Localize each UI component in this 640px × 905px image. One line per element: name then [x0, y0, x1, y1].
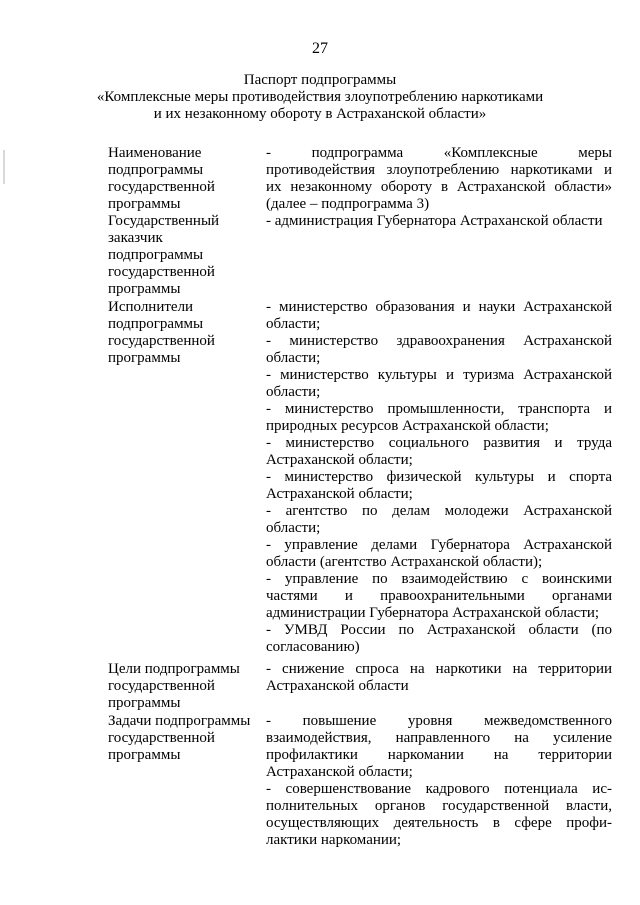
- text-line: противодействия злоупотреблению наркотиками и: [266, 162, 612, 178]
- text-line: природных ресурсов Астраханской области;: [266, 418, 549, 434]
- list-item: [266, 213, 612, 230]
- row-goals-value: [266, 661, 612, 695]
- label-line: государственной: [108, 333, 215, 349]
- title-line-3: и их незаконному обороту в Астраханской области»: [153, 106, 487, 122]
- text-line: - управление делами Губернатора Астраханской: [266, 537, 612, 553]
- row-tasks-value: [266, 713, 612, 849]
- row-customer-label: [108, 213, 258, 298]
- label-line: Наименование: [108, 145, 202, 161]
- text-line: области;: [266, 384, 321, 400]
- text-line: - УМВД России по Астраханской области (по: [266, 622, 612, 638]
- text-line: (далее – подпрограмма 3): [266, 196, 430, 212]
- row-goals-label: [108, 661, 258, 712]
- text-line: - управление по взаимодействию с воинскими: [266, 571, 612, 587]
- text-line: - агентство по делам молодежи Астраханской: [266, 503, 612, 519]
- text-line: частями и правоохранительными органами: [266, 588, 612, 604]
- list-item: [266, 299, 612, 333]
- row-tasks-label: [108, 713, 258, 764]
- title-line-1: Паспорт подпрограммы: [243, 72, 397, 88]
- title-line-2: «Комплексные меры противодействия злоупотреблению наркотиками: [96, 89, 544, 105]
- page-number: 27: [312, 40, 328, 57]
- list-item: [266, 571, 612, 622]
- text-line: согласованию): [266, 639, 360, 655]
- document-title: [0, 72, 640, 123]
- text-line: - министерство физической культуры и спорта: [266, 469, 612, 485]
- text-line: лактики наркомании;: [266, 832, 402, 848]
- label-line: Задачи подпрограммы: [108, 713, 251, 729]
- label-line: государственной: [108, 678, 215, 694]
- list-item: [266, 661, 612, 695]
- list-item: [266, 333, 612, 367]
- text-line: области;: [266, 350, 321, 366]
- label-line: государственной: [108, 730, 215, 746]
- text-line: осуществляющих деятельность в сфере профи-: [266, 815, 612, 831]
- row-executors-label: [108, 299, 258, 367]
- text-line: области;: [266, 316, 321, 332]
- label-line: Цели подпрограммы: [108, 661, 240, 677]
- list-item: [266, 503, 612, 537]
- text-line: - министерство образования и науки Астраханской: [266, 299, 612, 315]
- list-item: [266, 145, 612, 213]
- list-item: [266, 713, 612, 781]
- list-item: [266, 622, 612, 656]
- label-line: программы: [108, 281, 181, 297]
- label-line: подпрограммы: [108, 247, 204, 263]
- text-line: - повышение уровня межведомственного: [266, 713, 612, 729]
- text-line: их незаконному обороту в Астраханской области»: [266, 179, 612, 195]
- text-line: - министерство здравоохранения Астраханской: [266, 333, 612, 349]
- label-line: программы: [108, 350, 181, 366]
- text-line: - министерство промышленности, транспорта и: [266, 401, 612, 417]
- text-line: Астраханской области: [266, 678, 409, 694]
- row-executors-value: [266, 299, 612, 656]
- label-line: программы: [108, 196, 181, 212]
- label-line: программы: [108, 747, 181, 763]
- text-line: администрации Губернатора Астраханской области;: [266, 605, 600, 621]
- list-item: [266, 401, 612, 435]
- text-line: - министерство социального развития и труда: [266, 435, 612, 451]
- label-line: подпрограммы: [108, 316, 204, 332]
- text-line: области;: [266, 520, 321, 536]
- text-line: Астраханской области;: [266, 452, 413, 468]
- label-line: заказчик: [108, 230, 163, 246]
- label-line: подпрограммы: [108, 162, 204, 178]
- label-line: государственной: [108, 179, 215, 195]
- text-line: - снижение спроса на наркотики на территории: [266, 661, 612, 677]
- text-line: Астраханской области;: [266, 764, 413, 780]
- text-line: Астраханской области;: [266, 486, 413, 502]
- list-item: [266, 537, 612, 571]
- list-item: [266, 781, 612, 849]
- label-line: Государственный: [108, 213, 220, 229]
- scan-mark: [3, 150, 5, 184]
- text-line: - совершенствование кадрового потенциала ис-: [266, 781, 612, 797]
- label-line: Исполнители: [108, 299, 194, 315]
- list-item: [266, 469, 612, 503]
- text-line: профилактики наркомании на территории: [266, 747, 612, 763]
- list-item: [266, 435, 612, 469]
- text-line: полнительных органов государственной власти,: [266, 798, 612, 814]
- label-line: программы: [108, 695, 181, 711]
- row-name-label: [108, 145, 258, 213]
- label-line: государственной: [108, 264, 215, 280]
- row-customer-value: [266, 213, 612, 230]
- text-line: - подпрограмма «Комплексные меры: [266, 145, 612, 161]
- list-item: [266, 367, 612, 401]
- text-line: - министерство культуры и туризма Астраханской: [266, 367, 612, 383]
- text-line: области (агентство Астраханской области);: [266, 554, 543, 570]
- text-line: - администрация Губернатора Астраханской области: [266, 213, 603, 229]
- row-name-value: [266, 145, 612, 213]
- text-line: взаимодействия, направленного на усиление: [266, 730, 612, 746]
